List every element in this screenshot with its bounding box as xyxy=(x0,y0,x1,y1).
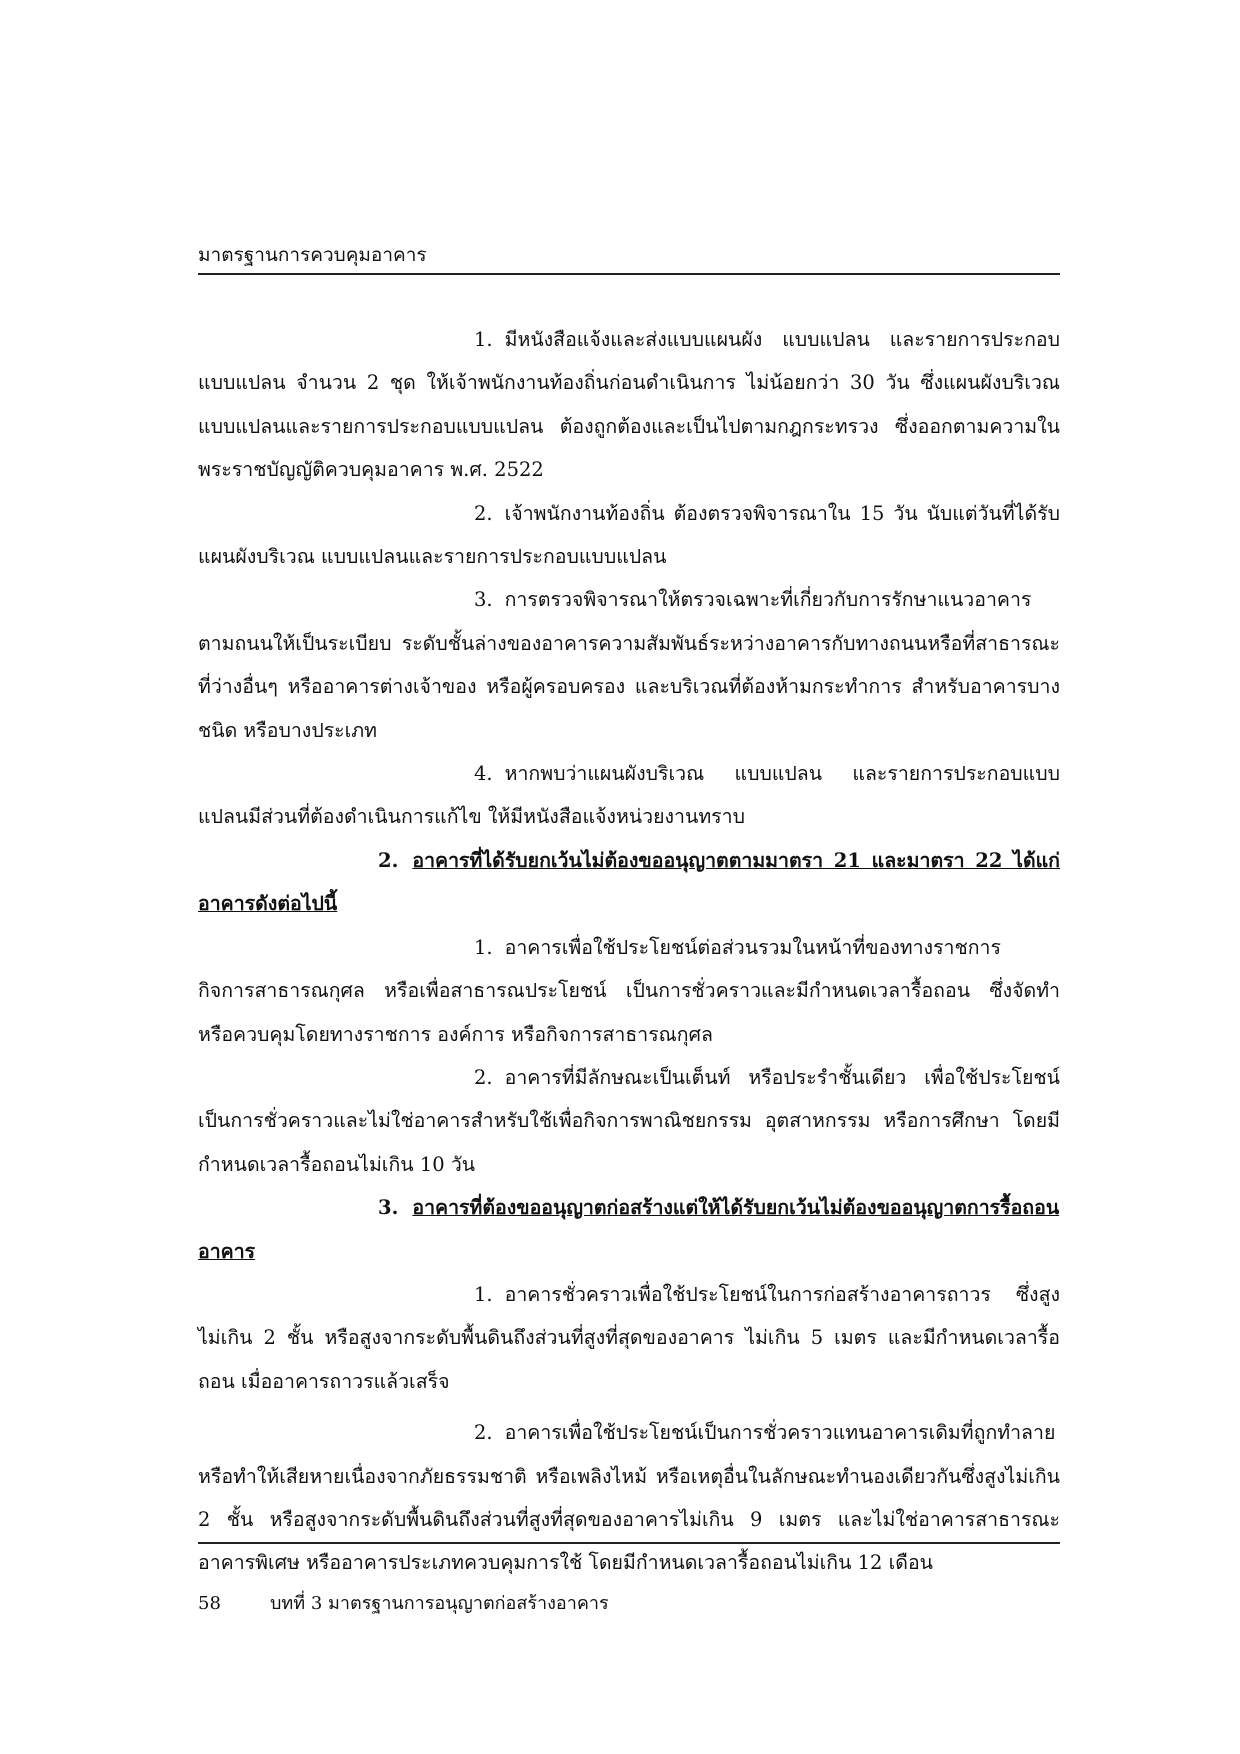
item-text: มีหนังสือแจ้งและส่งแบบแผนผัง แบบแปลน และรายการประกอบแบบแปลน จำนวน 2 ชุด ให้เจ้าพนักงานท้องถิ่นก่อนดำเนินการ ไม่น้อยกว่า 30 วัน ซึ่งแผนผังบริเวณ แบบแปลนและรายการประกอบแบบแปลน ต้องถูกต้องและเป็นไปตามกฎกระทรวง ซึ่งออกตามความในพระราชบัญญัติควบคุมอาคาร พ.ศ. 2522 xyxy=(198,328,1060,482)
list-item xyxy=(198,1056,1060,1186)
item-number: 1. xyxy=(474,328,493,351)
footer-rule xyxy=(198,1542,1060,1544)
page-footer xyxy=(198,1592,609,1616)
header-rule xyxy=(198,273,1060,275)
item-number: 4. xyxy=(474,762,493,786)
list-item xyxy=(198,752,1060,839)
item-number: 1. xyxy=(474,1282,493,1306)
item-text: อาคารชั่วคราวเพื่อใช้ประโยชน์ในการก่อสร้างอาคารถาวร ซึ่งสูงไม่เกิน 2 ชั้น หรือสูงจากระดับพื้นดินถึงส่วนที่สูงที่สุดของอาคาร ไม่เกิน 5 เมตร และมีกำหนดเวลารื้อถอน เมื่ออาคารถาวรแล้วเสร็จ xyxy=(198,1282,1060,1393)
list-item xyxy=(198,318,1060,492)
page-number: 58 xyxy=(198,1593,221,1614)
item-text: อาคารที่มีลักษณะเป็นเต็นท์ หรือประรำชั้นเดียว เพื่อใช้ประโยชน์เป็นการชั่วคราวและไม่ใช่อาคารสำหรับใช้เพื่อกิจการพาณิชยกรรม อุตสาหกรรม หรือการศึกษา โดยมีกำหนดเวลารื้อถอนไม่เกิน 10 วัน xyxy=(198,1065,1060,1176)
item-number: 2. xyxy=(474,1065,493,1089)
section-number: 3. xyxy=(378,1196,399,1220)
item-text: หากพบว่าแผนผังบริเวณ แบบแปลน และรายการประกอบแบบแปลนมีส่วนที่ต้องดำเนินการแก้ไข ให้มีหนังสือแจ้งหน่วยงานทราบ xyxy=(198,762,1060,829)
running-header-title: มาตรฐานการควบคุมอาคาร xyxy=(198,244,427,266)
item-number: 3. xyxy=(474,588,493,612)
section-title: อาคารที่ต้องขออนุญาตก่อสร้างแต่ให้ได้รับยกเว้นไม่ต้องขออนุญาตการรื้อถอนอาคาร xyxy=(198,1196,1060,1263)
document-body xyxy=(198,318,1060,1585)
item-text: การตรวจพิจารณาให้ตรวจเฉพาะที่เกี่ยวกับการรักษาแนวอาคารตามถนนให้เป็นระเบียบ ระดับชั้นล่างของอาคารความสัมพันธ์ระหว่างอาคารกับทางถนนหรือที่สาธารณะที่ว่างอื่นๆ หรืออาคารต่างเจ้าของ หรือผู้ครอบครอง และบริเวณที่ต้องห้ามกระทำการ สำหรับอาคารบางชนิด หรือบางประเภท xyxy=(198,588,1060,742)
item-text: อาคารเพื่อใช้ประโยชน์เป็นการชั่วคราวแทนอาคารเดิมที่ถูกทำลาย หรือทำให้เสียหายเนื่องจากภัยธรรมชาติ หรือเพลิงไหม้ หรือเหตุอื่นในลักษณะทำนองเดียวกันซึ่งสูงไม่เกิน 2 ชั้น หรือสูงจากระดับพื้นดินถึงส่วนที่สูงที่สุดของอาคารไม่เกิน 9 เมตร และไม่ใช่อาคารสาธารณะ อาคารพิเศษ หรืออาคารประเภทควบคุมการใช้ โดยมีกำหนดเวลารื้อถอนไม่เกิน 12 เดือน xyxy=(198,1421,1060,1575)
item-number: 1. xyxy=(474,935,493,959)
list-item xyxy=(198,926,1060,1056)
item-number: 2. xyxy=(474,501,493,525)
section-title: อาคารที่ได้รับยกเว้นไม่ต้องขออนุญาตตามมาตรา 21 และมาตรา 22 ได้แก่อาคารดังต่อไปนี้ xyxy=(198,848,1060,916)
section-heading xyxy=(198,839,1060,926)
list-item xyxy=(198,1273,1060,1403)
list-item xyxy=(198,492,1060,579)
item-number: 2. xyxy=(474,1421,493,1445)
item-text: อาคารเพื่อใช้ประโยชน์ต่อส่วนรวมในหน้าที่ของทางราชการ กิจการสาธารณกุศล หรือเพื่อสาธารณประโยชน์ เป็นการชั่วคราวและมีกำหนดเวลารื้อถอน ซึ่งจัดทำ หรือควบคุมโดยทางราชการ องค์การ หรือกิจการสาธารณกุศล xyxy=(198,935,1060,1046)
chapter-title: บทที่ 3 มาตรฐานการอนุญาตก่อสร้างอาคาร xyxy=(270,1593,609,1614)
section-heading xyxy=(198,1186,1060,1273)
item-text: เจ้าพนักงานท้องถิ่น ต้องตรวจพิจารณาใน 15 วัน นับแต่วันที่ได้รับแผนผังบริเวณ แบบแปลนและรายการประกอบแบบแปลน xyxy=(198,501,1060,569)
list-item xyxy=(198,1411,1060,1585)
list-item xyxy=(198,578,1060,752)
section-number: 2. xyxy=(378,848,399,872)
